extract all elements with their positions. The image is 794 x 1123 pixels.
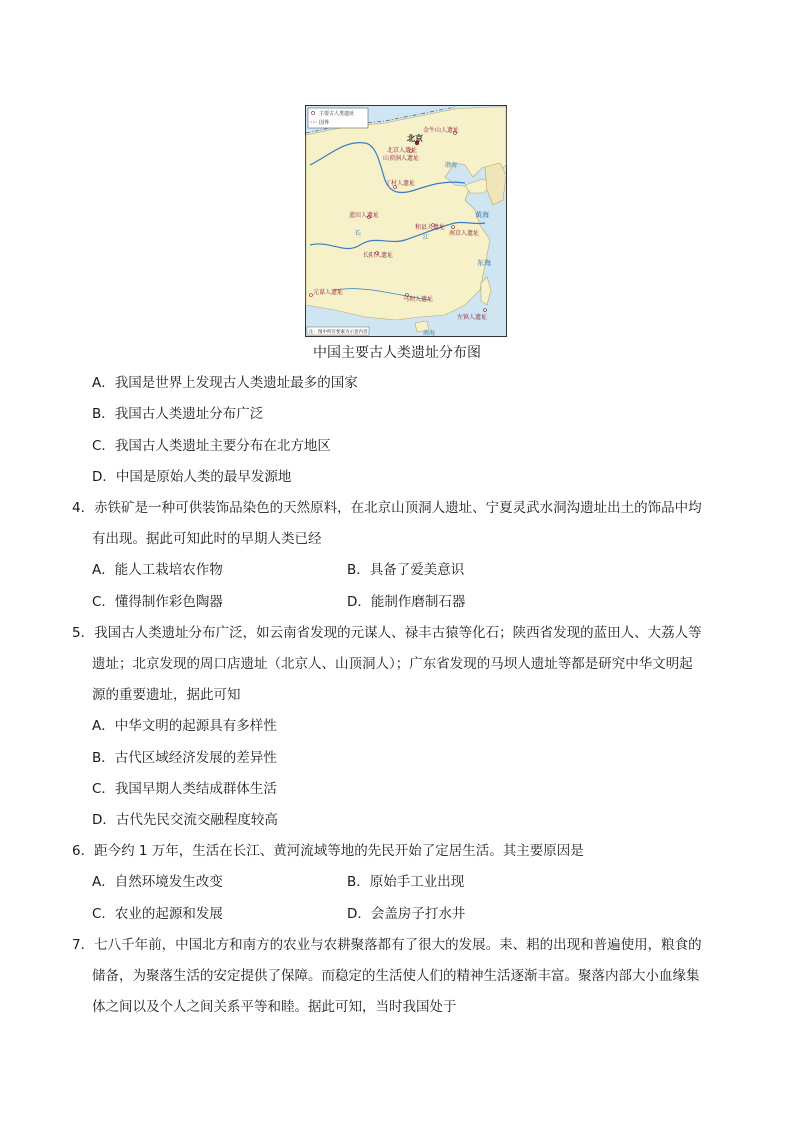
q5-option-b: B．古代区域经济发展的差异性 xyxy=(92,750,277,766)
map-note: 注：图中所有要素为示意内容 xyxy=(309,330,368,335)
q4-option-d: D．能制作磨制石器 xyxy=(347,594,466,610)
site-label: 左镇人遗址 xyxy=(457,314,488,321)
site-label: 南京人遗址 xyxy=(449,230,480,237)
site-label: 丁村人遗址 xyxy=(385,180,416,187)
sea-donghai: 东海 xyxy=(477,259,491,267)
sea-nanhai: 南海 xyxy=(423,330,436,337)
q5-option-c: C．我国早期人类结成群体生活 xyxy=(92,781,277,797)
q6-option-a: A．自然环境发生改变 xyxy=(92,874,223,890)
sea-huanghai: 黄海 xyxy=(475,211,489,219)
site-label: 长阳人遗址 xyxy=(363,252,394,259)
q6-option-b: B．原始手工业出现 xyxy=(347,874,465,890)
legend-site-label: 主要古人类遗址 xyxy=(319,111,355,117)
q5-option-a: A．中华文明的起源具有多样性 xyxy=(92,718,277,734)
q6-stem-line1: 6．距今约 1 万年，生活在长江、黄河流域等地的先民开始了定居生活。其主要原因是 xyxy=(72,843,584,859)
q5-option-d: D．古代先民交流交融程度较高 xyxy=(92,812,278,828)
q3-option-b: B．我国古人类遗址分布广泛 xyxy=(92,406,264,422)
q5-stem-line2: 遗址；北京发现的周口店遗址（北京人、山顶洞人）；广东省发现的马坝人遗址等都是研究中华文明起 xyxy=(92,656,693,672)
q7-stem-line3: 体之间以及个人之间关系平等和睦。据此可知，当时我国处于 xyxy=(92,999,457,1015)
q4-stem-line1: 4．赤铁矿是一种可供装饰品染色的天然原料，在北京山顶洞人遗址、宁夏灵武水洞沟遗址出土的饰品中均 xyxy=(72,500,702,516)
q6-option-d: D．会盖房子打水井 xyxy=(347,906,466,922)
site-label: 北京人遗址 xyxy=(387,147,418,154)
q3-option-d: D．中国是原始人类的最早发源地 xyxy=(92,469,292,485)
site-label: 马坝人遗址 xyxy=(403,296,434,303)
q4-stem-line2: 有出现。据此可知此时的早期人类已经 xyxy=(92,531,322,547)
beijing-label: 北京 xyxy=(407,134,423,143)
legend-border-label: 国界 xyxy=(319,120,330,126)
q4-option-a: A．能人工栽培农作物 xyxy=(92,562,223,578)
q4-option-c: C．懂得制作彩色陶器 xyxy=(92,594,223,610)
figure-caption: 中国主要古人类遗址分布图 xyxy=(313,345,481,361)
q7-stem-line2: 储备，为聚落生活的安定提供了保障。而稳定的生活使人们的精神生活逐渐丰富。聚落内部大小血缘集 xyxy=(92,968,700,984)
q4-option-b: B．具备了爱美意识 xyxy=(347,562,465,578)
q5-stem-line1: 5．我国古人类遗址分布广泛，如云南省发现的元谋人、禄丰古猿等化石；陕西省发现的蓝田人、大荔人等 xyxy=(72,625,702,641)
q6-option-c: C．农业的起源和发展 xyxy=(92,906,223,922)
q5-stem-line3: 源的重要遗址，据此可知 xyxy=(92,687,241,703)
site-label: 元谋人遗址 xyxy=(313,289,344,296)
site-label: 和县人遗址 xyxy=(415,224,446,231)
river-label-1: 长 xyxy=(355,230,362,237)
q7-stem-line1: 7．七八千年前，中国北方和南方的农业与农耕聚落都有了很大的发展。耒、耜的出现和普遍使用，粮食的 xyxy=(72,937,702,953)
site-label: 蓝田人遗址 xyxy=(349,212,380,219)
river-label-2: 江 xyxy=(423,234,430,241)
site-label: 金牛山人遗址 xyxy=(423,127,460,134)
q3-option-a: A．我国是世界上发现古人类遗址最多的国家 xyxy=(92,375,358,391)
site-label: 山顶洞人遗址 xyxy=(383,155,420,162)
sea-bohai: 渤海 xyxy=(445,162,458,169)
china-site-map xyxy=(305,105,507,337)
q3-option-c: C．我国古人类遗址主要分布在北方地区 xyxy=(92,438,331,454)
